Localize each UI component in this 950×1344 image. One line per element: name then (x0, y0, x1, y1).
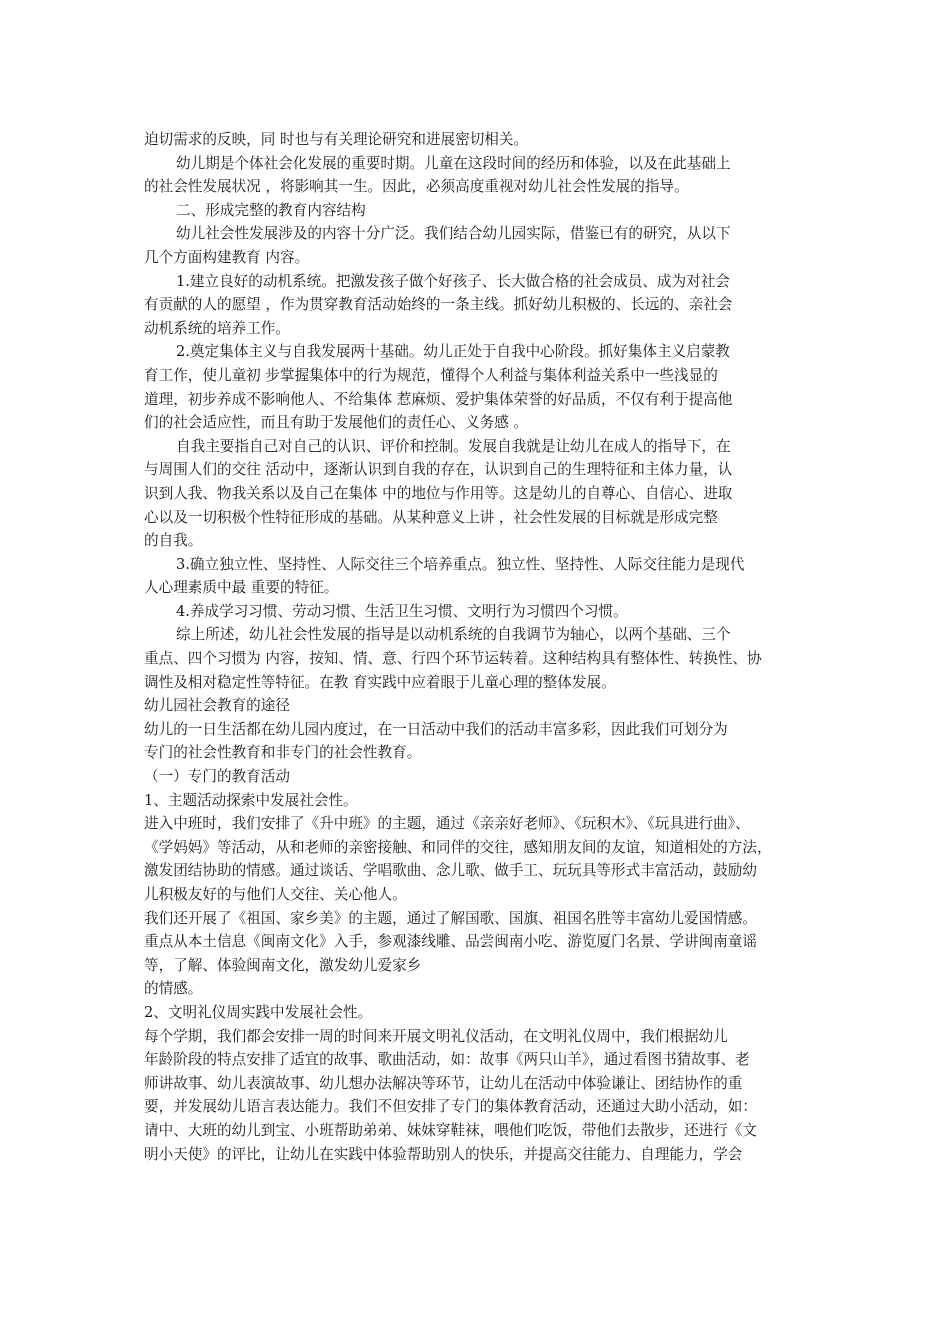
text-line: 3.确立独立性、坚持性、人际交往三个培养重点。独立性、坚持性、人际交往能力是现代 (176, 555, 745, 573)
text-line: 请中、大班的幼儿到宝、小班帮助弟弟、妹妹穿鞋袜，喂他们吃饭，带他们去散步，还进行《文 (144, 1121, 757, 1139)
text-line: 幼儿园社会教育的途径 (144, 697, 290, 715)
text-line: 识到人我、物我关系以及自己在集体 中的地位与作用等。这是幼儿的自尊心、自信心、进取 (144, 484, 733, 502)
text-line: 二、形成完整的教育内容结构 (176, 201, 366, 219)
text-line: 等，了解、体验闽南文化，激发幼儿爱家乡 (144, 956, 422, 974)
text-line: 道理，初步养成不影响他人、不给集体 惹麻烦、爱护集体荣誉的好品质，不仅有利于提高他 (144, 390, 733, 408)
text-line: 重点、四个习惯为 内容，按知、情、意、行四个环节运转着。这种结构具有整体性、转换性、协 (144, 650, 762, 668)
text-line: （一）专门的教育活动 (144, 768, 290, 786)
text-line: 幼儿期是个体社会化发展的重要时期。儿童在这段时间的经历和体验，以及在此基础上 (176, 154, 731, 172)
text-line: 1.建立良好的动机系统。把激发孩子做个好孩子、长大做合格的社会成员、成为对社会 (176, 272, 730, 290)
text-line: 儿积极友好的与他们人交往、关心他人。 (144, 886, 407, 903)
text-line: 们的社会适应性，而且有助于发展他们的责任心、义务感 。 (144, 414, 529, 432)
text-line: 4.养成学习习惯、劳动习惯、生活卫生习惯、文明行为习惯四个习惯。 (176, 602, 628, 620)
text-line: 《学妈妈》等活动，从和老师的亲密接触、和同伴的交往，感知朋友间的友谊，知道相处的方法， (144, 838, 772, 856)
text-line: 师讲故事、幼儿表演故事、幼儿想办法解决等环节，让幼儿在活动中体验谦让、团结协作的重 (144, 1074, 743, 1092)
text-line: 心以及一切积极个性特征形成的基础。从某种意义上讲 ，社会性发展的目标就是形成完整 (144, 508, 718, 526)
text-line: 的情感。 (144, 980, 203, 998)
text-line: 1、主题活动探索中发展社会性。 (144, 791, 358, 809)
text-line: 明小天使》的评比，让幼儿在实践中体验帮助别人的快乐，并提高交往能力、自理能力，学会 (144, 1145, 743, 1163)
text-line: 每个学期，我们都会安排一周的时间来开展文明礼仪活动，在文明礼仪周中，我们根据幼儿 (144, 1027, 728, 1045)
text-line: 2、文明礼仪周实践中发展社会性。 (144, 1003, 373, 1021)
text-line: 迫切需求的反映，同 时也与有关理论研究和进展密切相关。 (144, 131, 529, 148)
text-line: 要，并发展幼儿语言表达能力。我们不但安排了专门的集体教育活动，还通过大助小活动，如： (144, 1098, 757, 1116)
text-line: 幼儿社会性发展涉及的内容十分广泛。我们结合幼儿园实际，借鉴已有的研究，从以下 (176, 225, 731, 243)
text-line: 2.奠定集体主义与自我发展两十基础。幼儿正处于自我中心阶段。抓好集体主义启蒙教 (176, 343, 730, 361)
text-line: 有贡献的人的愿望 ，作为贯穿教育活动始终的一条主线。抓好幼儿积极的、长远的、亲社会 (144, 296, 733, 314)
text-line: 我们还开展了《祖国、家乡美》的主题，通过了解国歌、国旗、祖国名胜等丰富幼儿爱国情感。 (144, 909, 757, 927)
text-line: 自我主要指自己对自己的认识、评价和控制。发展自我就是让幼儿在成人的指导下，在 (176, 437, 731, 455)
text-line: 综上所述，幼儿社会性发展的指导是以动机系统的自我调节为轴心，以两个基础、三个 (176, 626, 731, 644)
text-line: 幼儿的一日生活都在幼儿园内度过，在一日活动中我们的活动丰富多彩，因此我们可划分为 (144, 720, 728, 738)
text-line: 激发团结协助的情感。通过谈话、学唱歌曲、念儿歌、做手工、玩玩具等形式丰富活动，鼓励幼 (144, 862, 757, 880)
document-body (144, 128, 809, 1166)
text-line: 人心理素质中最 重要的特征。 (144, 579, 339, 597)
text-line: 的社会性发展状况 ，将影响其一生。因此，必须高度重视对幼儿社会性发展的指导。 (144, 178, 689, 196)
text-line: 进入中班时，我们安排了《升中班》的主题，通过《亲亲好老师》、《玩积木》、《玩具进行曲》、 (144, 815, 750, 833)
text-line: 与周围人们的交往 活动中，逐渐认识到自我的存在，认识到自己的生理特征和主体力量，认 (144, 461, 733, 479)
text-line: 专门的社会性教育和非专门的社会性教育。 (144, 744, 422, 762)
text-line: 年龄阶段的特点安排了适宜的故事、歌曲活动，如：故事《两只山羊》，通过看图书猜故事、老 (144, 1051, 750, 1069)
text-line: 的自我。 (144, 532, 203, 550)
text-line: 育工作，使儿童初 步掌握集体中的行为规范，懂得个人利益与集体利益关系中一些浅显的 (144, 366, 718, 384)
text-line: 重点从本土信息《闽南文化》入手，参观漆线雕、品尝闽南小吃、游览厦门名景、学讲闽南童谣 (144, 933, 757, 951)
text-line: 调性及相对稳定性等特征。在教 育实践中应着眼于儿童心理的整体发展。 (144, 673, 616, 691)
text-line: 动机系统的培养工作。 (144, 319, 290, 337)
text-line: 几个方面构建教育 内容。 (144, 248, 310, 266)
